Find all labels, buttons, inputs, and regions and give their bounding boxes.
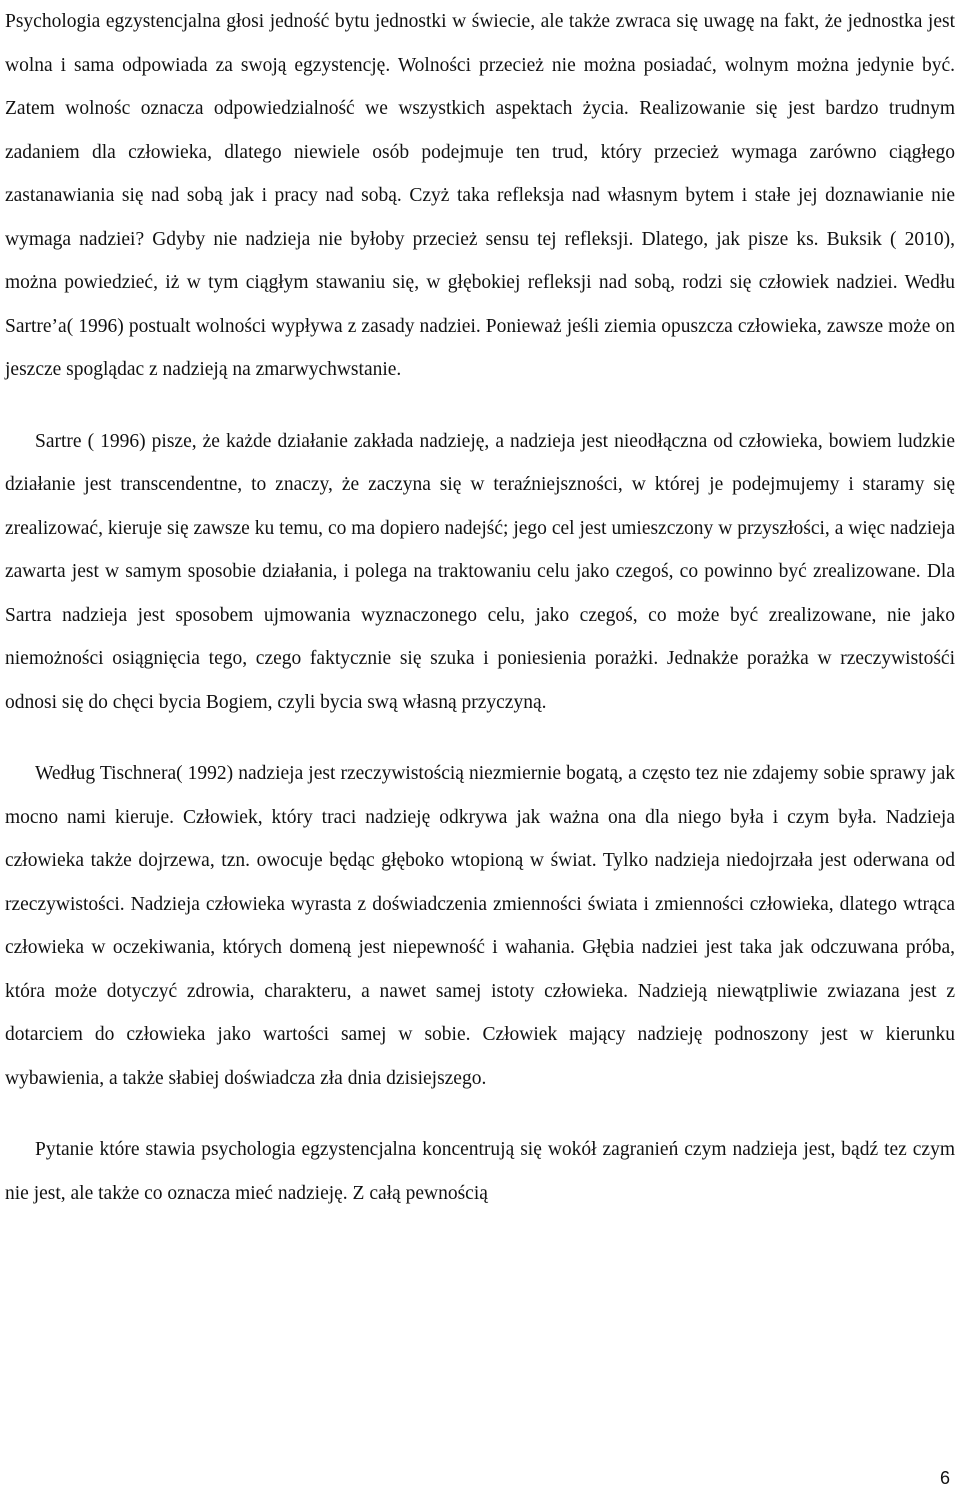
paragraph-4: Pytanie które stawia psychologia egzystencjalna koncentrują się wokół zagranień czym nadzieja jest, bądź tez czym nie jest, ale także co oznacza mieć nadzieję. Z całą pewnością — [5, 1139, 955, 1204]
paragraph-gap — [5, 724, 955, 752]
paragraph-1: Psychologia egzystencjalna głosi jedność bytu jednostki w świecie, ale także zwraca się uwagę na fakt, że jednostka jest wolna i sama odpowiada za swoją egzystencję. Wolności przecież nie można posiadać, wolnym można jedynie być. Zatem wolnośc oznacza odpowiedzialność we wszystkich aspektach życia. Realizowanie się jest bardzo trudnym zadaniem dla człowieka, dlatego niewiele osób podejmuje ten trud, który przecież wymaga zarówno ciągłego zastanawiania się nad sobą jak i pracy nad sobą. Czyż taka refleksja nad własnym bytem i stałe jej doznawianie nie wymaga nadziei? Gdyby nie nadzieja nie byłoby przecież sensu tej refleksji. Dlatego, jak pisze ks. Buksik ( 2010), można powiedzieć, iż w tym ciągłym stawaniu się, w głębokiej refleksji nad sobą, rodzi się człowiek nadziei. Wedłu Sartre’a( 1996) postualt wolności wypływa z zasady nadziei. Ponieważ jeśli ziemia opuszcza człowieka, zawsze może on jeszcze spoglądac z nadzieją na zmarwychwstanie. — [5, 11, 955, 380]
page-number: 6 — [939, 1468, 950, 1488]
paragraph-gap — [5, 1100, 955, 1128]
document-page — [5, 0, 955, 1215]
paragraph-2: Sartre ( 1996) pisze, że każde działanie zakłada nadzieję, a nadzieja jest nieodłączna od człowieka, bowiem ludzkie działanie jest transcendentne, to znaczy, że zaczyna się w teraźniejszności, w której je podejmujemy i staramy się zrealizować, kieruje się zawsze ku temu, co ma dopiero nadejść; jego cel jest umieszczony w przyszłości, a więc nadzieja zawarta jest w samym sposobie działania, i polega na traktowaniu celu jako czegoś, co powinno być zrealizowane. Dla Sartra nadzieja jest sposobem ujmowania wyznaczonego celu, jako czegoś, co może być zrealizowane, nie jako niemożności osiągnięcia tego, czego faktycznie się szuka i poniesienia porażki. Jednakże porażka w rzeczywistośći odnosi się do chęci bycia Bogiem, czyli bycia swą własną przyczyną. — [5, 430, 955, 713]
paragraph-gap — [5, 392, 955, 420]
paragraph-3: Według Tischnera( 1992) nadzieja jest rzeczywistością niezmiernie bogatą, a często tez nie zdajemy sobie sprawy jak mocno nami kieruje. Człowiek, który traci nadzieję odkrywa jak ważna ona dla niego była i czym była. Nadzieja człowieka także dojrzewa, tzn. owocuje będąc głęboko wtopioną w świat. Tylko nadzieja niedojrzała jest oderwana od rzeczywistości. Nadzieja człowieka wyrasta z doświadczenia zmienności świata i zmienności człowieka, dlatego wtrąca człowieka w oczekiwania, których domeną jest niepewność i wahania. Głębia nadziei jest taka jak odczuwana próba, która może dotyczyć zdrowia, charakteru, a nawet samej istoty człowieka. Nadzieją niewątpliwie zwiazana jest z dotarciem do człowieka jako wartości samej w sobie. Człowiek mający nadzieję podnoszony jest w kierunku wybawienia, a także słabiej doświadcza zła dnia dzisiejszego. — [5, 763, 955, 1089]
